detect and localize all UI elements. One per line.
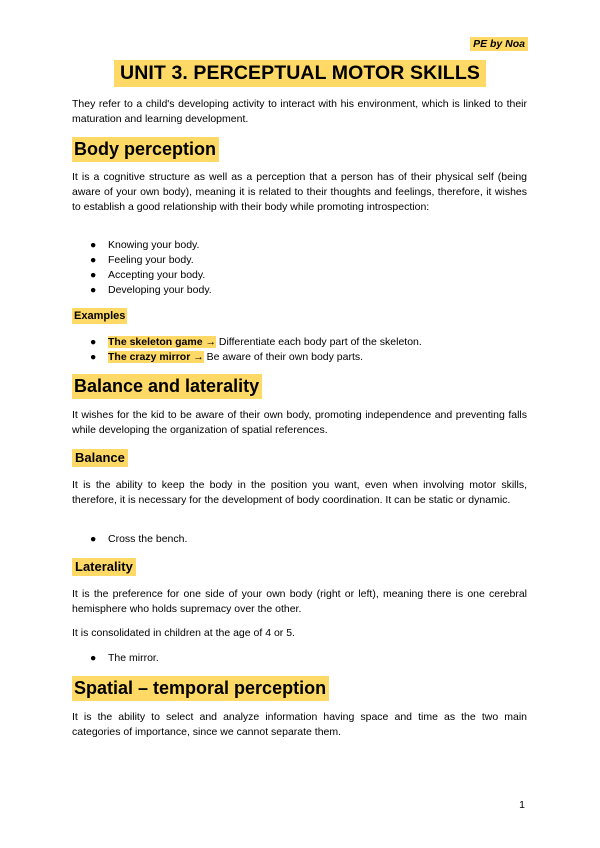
- body-perception-paragraph: It is a cognitive structure as well as a perception that a person has of their physical self (being aware of your own body), meaning it is related to their thoughts and feelings, therefore, it wishes to establish a good relationship with their body while promoting introspection:: [72, 171, 527, 213]
- body-perception-list: [86, 238, 212, 298]
- header-tag: PE by Noa: [470, 37, 528, 51]
- examples-list: [86, 335, 422, 365]
- bullet-icon: ●: [90, 269, 97, 281]
- list-item: ● The crazy mirror → Be aware of their own body parts.: [90, 351, 364, 363]
- balance-laterality-paragraph: It wishes for the kid to be aware of their own body, promoting independence and preventing falls while developing the organization of spatial references.: [72, 409, 527, 436]
- example-name: The skeleton game →: [108, 336, 216, 348]
- list-item: ● Knowing your body.: [90, 239, 200, 251]
- heading-laterality: Laterality: [72, 558, 136, 576]
- intro-paragraph: They refer to a child's developing activity to interact with his environment, which is linked to their maturation and learning development.: [72, 98, 527, 125]
- list-item: ● Developing your body.: [90, 284, 212, 296]
- spatial-paragraph: It is the ability to select and analyze information having space and time as the two main categories of importance, since we cannot separate them.: [72, 711, 527, 738]
- bullet-icon: ●: [90, 351, 97, 363]
- list-item: ● Accepting your body.: [90, 269, 206, 281]
- laterality-paragraph: It is the preference for one side of your own body (right or left), meaning there is one cerebral hemisphere who holds supremacy over the other.: [72, 588, 527, 615]
- list-item: ● Cross the bench.: [90, 533, 188, 545]
- laterality-paragraph-2: It is consolidated in children at the age of 4 or 5.: [72, 627, 295, 639]
- title-wrap: [0, 60, 600, 87]
- heading-examples: Examples: [74, 310, 126, 322]
- balance-list: [86, 532, 187, 547]
- heading-body-perception: Body perception: [72, 137, 219, 162]
- page-title: UNIT 3. PERCEPTUAL MOTOR SKILLS: [114, 60, 486, 87]
- heading-spatial-temporal: Spatial – temporal perception: [72, 676, 329, 701]
- example-name: The crazy mirror →: [108, 351, 204, 363]
- balance-paragraph: It is the ability to keep the body in the position you want, even when involving motor skills, therefore, it is necessary for the development of body coordination. It can be static or dynamic.: [72, 479, 527, 506]
- bullet-icon: ●: [90, 284, 97, 296]
- list-item: ● The mirror.: [90, 652, 159, 664]
- arrow-icon: →: [205, 336, 216, 348]
- bullet-icon: ●: [90, 254, 97, 266]
- bullet-icon: ●: [90, 239, 97, 251]
- heading-balance-laterality: Balance and laterality: [72, 374, 262, 399]
- bullet-icon: ●: [90, 533, 97, 545]
- bullet-icon: ●: [90, 336, 97, 348]
- heading-balance: Balance: [72, 449, 128, 467]
- laterality-list: [86, 651, 159, 666]
- list-item: ● Feeling your body.: [90, 254, 194, 266]
- list-item: ● The skeleton game → Differentiate each body part of the skeleton.: [90, 336, 422, 348]
- bullet-icon: ●: [90, 652, 97, 664]
- page-number: 1: [519, 799, 525, 811]
- arrow-icon: →: [193, 351, 204, 363]
